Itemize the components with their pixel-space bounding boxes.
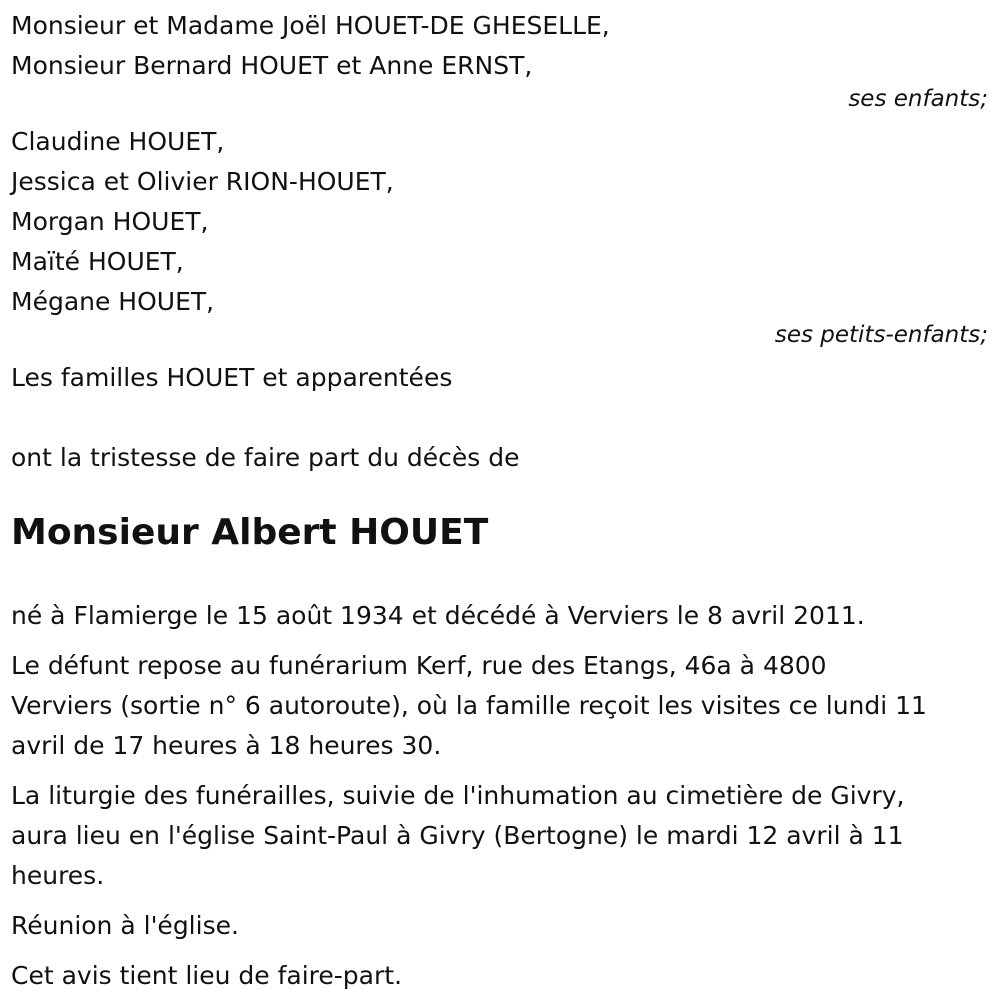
paragraph-line: heures. [11,861,105,890]
paragraph-line: né à Flamierge le 15 août 1934 et décédé à Verviers le 8 avril 2011. [11,601,865,630]
paragraph-line: Le défunt repose au funérarium Kerf, rue des Etangs, 46a à 4800 [11,651,827,680]
notice-paragraph [11,956,990,996]
child-line: Monsieur et Madame Joël HOUET-DE GHESELLE, [11,11,610,40]
liturgy-paragraph [11,776,990,896]
grandchild-line: Claudine HOUET, [11,127,225,156]
child-line: Monsieur Bernard HOUET et Anne ERNST, [11,51,533,80]
paragraph-line: avril de 17 heures à 18 heures 30. [11,731,442,760]
grandchild-line: Mégane HOUET, [11,287,215,316]
meeting-paragraph [11,906,990,946]
children-section [11,6,990,112]
paragraph-line: Réunion à l'église. [11,911,239,940]
paragraph-line: aura lieu en l'église Saint-Paul à Givry (Bertogne) le mardi 12 avril à 11 [11,821,904,850]
paragraph-line: Cet avis tient lieu de faire-part. [11,961,403,990]
grandchild-line: Maïté HOUET, [11,247,184,276]
announcement-line: ont la tristesse de faire part du décès de [11,443,520,472]
funerarium-paragraph [11,646,990,766]
families-line: Les familles HOUET et apparentées [11,363,453,392]
children-role: ses enfants; [848,86,988,112]
paragraph-line: Verviers (sortie n° 6 autoroute), où la famille reçoit les visites ce lundi 11 [11,691,927,720]
grandchild-line: Morgan HOUET, [11,207,209,236]
deceased-name: Monsieur Albert HOUET [11,512,489,553]
paragraph-line: La liturgie des funérailles, suivie de l'inhumation au cimetière de Givry, [11,781,905,810]
grandchildren-role: ses petits-enfants; [774,322,988,348]
grandchildren-section [11,122,990,348]
grandchild-line: Jessica et Olivier RION-HOUET, [11,167,394,196]
birth-death-paragraph [11,596,990,636]
